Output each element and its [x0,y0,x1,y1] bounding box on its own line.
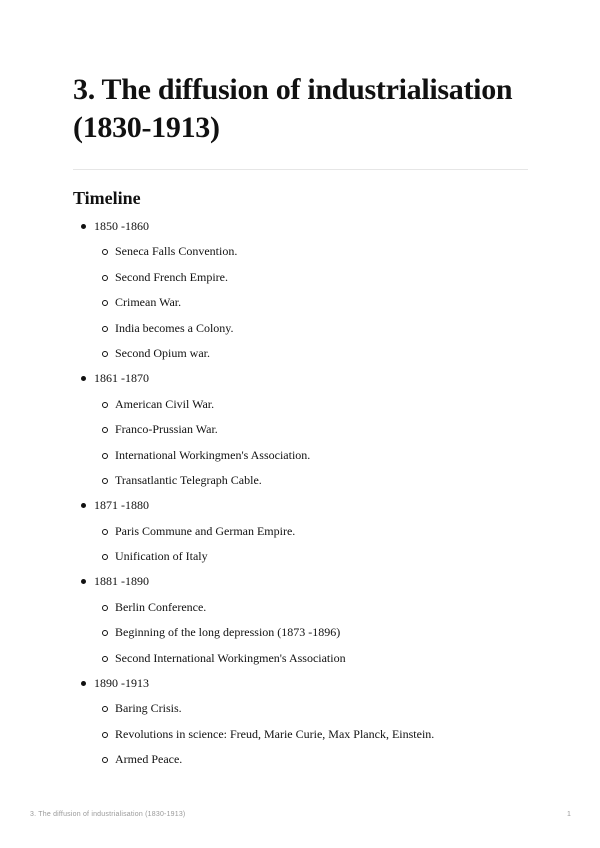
event-item [94,290,528,315]
timeline-period [73,671,528,773]
bullet-circle-icon [102,275,108,281]
event-list [94,519,528,570]
event-text: Crimean War. [115,295,182,310]
bullet-circle-icon [102,478,108,484]
event-item [94,316,528,341]
event-item [94,544,528,569]
bullet-circle-icon [102,249,108,255]
bullet-circle-icon [102,630,108,636]
event-item [94,239,528,264]
event-text: Revolutions in science: Freud, Marie Curie, Max Planck, Einstein. [115,726,435,741]
event-text: Beginning of the long depression (1873 -1896) [115,625,341,640]
page-title-line-1: 3. The diffusion of industrialisation [73,73,513,106]
period-label: 1850 -1860 [94,219,149,233]
bullet-disc-icon [81,579,86,584]
bullet-circle-icon [102,351,108,357]
event-item [94,417,528,442]
event-item [94,620,528,645]
event-text: Transatlantic Telegraph Cable. [115,472,262,487]
event-item [94,646,528,671]
bullet-circle-icon [102,605,108,611]
section-heading-timeline: Timeline [73,188,141,208]
timeline-period [73,493,528,569]
event-list [94,595,528,671]
event-item [94,722,528,747]
event-list [94,239,528,366]
event-item [94,468,528,493]
bullet-circle-icon [102,732,108,738]
period-label: 1890 -1913 [94,676,149,691]
timeline-period [73,366,528,493]
event-item [94,519,528,544]
event-item [94,696,528,721]
bullet-circle-icon [102,757,108,763]
event-item [94,265,528,290]
bullet-circle-icon [102,300,108,306]
footer-page-number: 1 [567,811,571,818]
event-text: Second International Workingmen's Association [115,650,346,665]
bullet-disc-icon [81,681,86,686]
bullet-circle-icon [102,402,108,408]
event-text: Franco-Prussian War. [115,422,218,437]
event-item [94,443,528,468]
event-text: Seneca Falls Convention. [115,244,238,259]
bullet-disc-icon [81,376,86,381]
period-label: 1881 -1890 [94,574,149,589]
event-item [94,341,528,366]
bullet-circle-icon [102,554,108,560]
timeline-period [73,569,528,671]
event-text: American Civil War. [115,396,215,411]
event-list [94,696,528,772]
bullet-disc-icon [81,503,86,508]
event-text: International Workingmen's Association. [115,447,311,462]
bullet-circle-icon [102,656,108,662]
event-text: Second French Empire. [115,269,228,284]
event-list [94,392,528,494]
title-divider [73,169,528,170]
period-label: 1871 -1880 [94,498,149,513]
event-item [94,392,528,417]
event-item [94,595,528,620]
bullet-circle-icon [102,706,108,712]
bullet-circle-icon [102,453,108,459]
event-text: Second Opium war. [115,345,210,360]
event-text: India becomes a Colony. [115,320,234,335]
timeline-period [73,214,528,366]
page-title [73,71,533,147]
period-label: 1861 -1870 [94,371,149,386]
page-title-line-2: (1830-1913) [73,111,220,144]
event-text: Paris Commune and German Empire. [115,523,296,538]
event-text: Berlin Conference. [115,599,207,614]
event-item [94,747,528,772]
event-text: Armed Peace. [115,752,183,767]
bullet-circle-icon [102,529,108,535]
event-text: Unification of Italy [115,549,208,564]
footer-running-title: 3. The diffusion of industrialisation (1830-1913) [30,811,186,818]
timeline-list [73,214,528,773]
bullet-disc-icon [81,224,86,229]
bullet-circle-icon [102,427,108,433]
bullet-circle-icon [102,326,108,332]
event-text: Baring Crisis. [115,701,182,716]
